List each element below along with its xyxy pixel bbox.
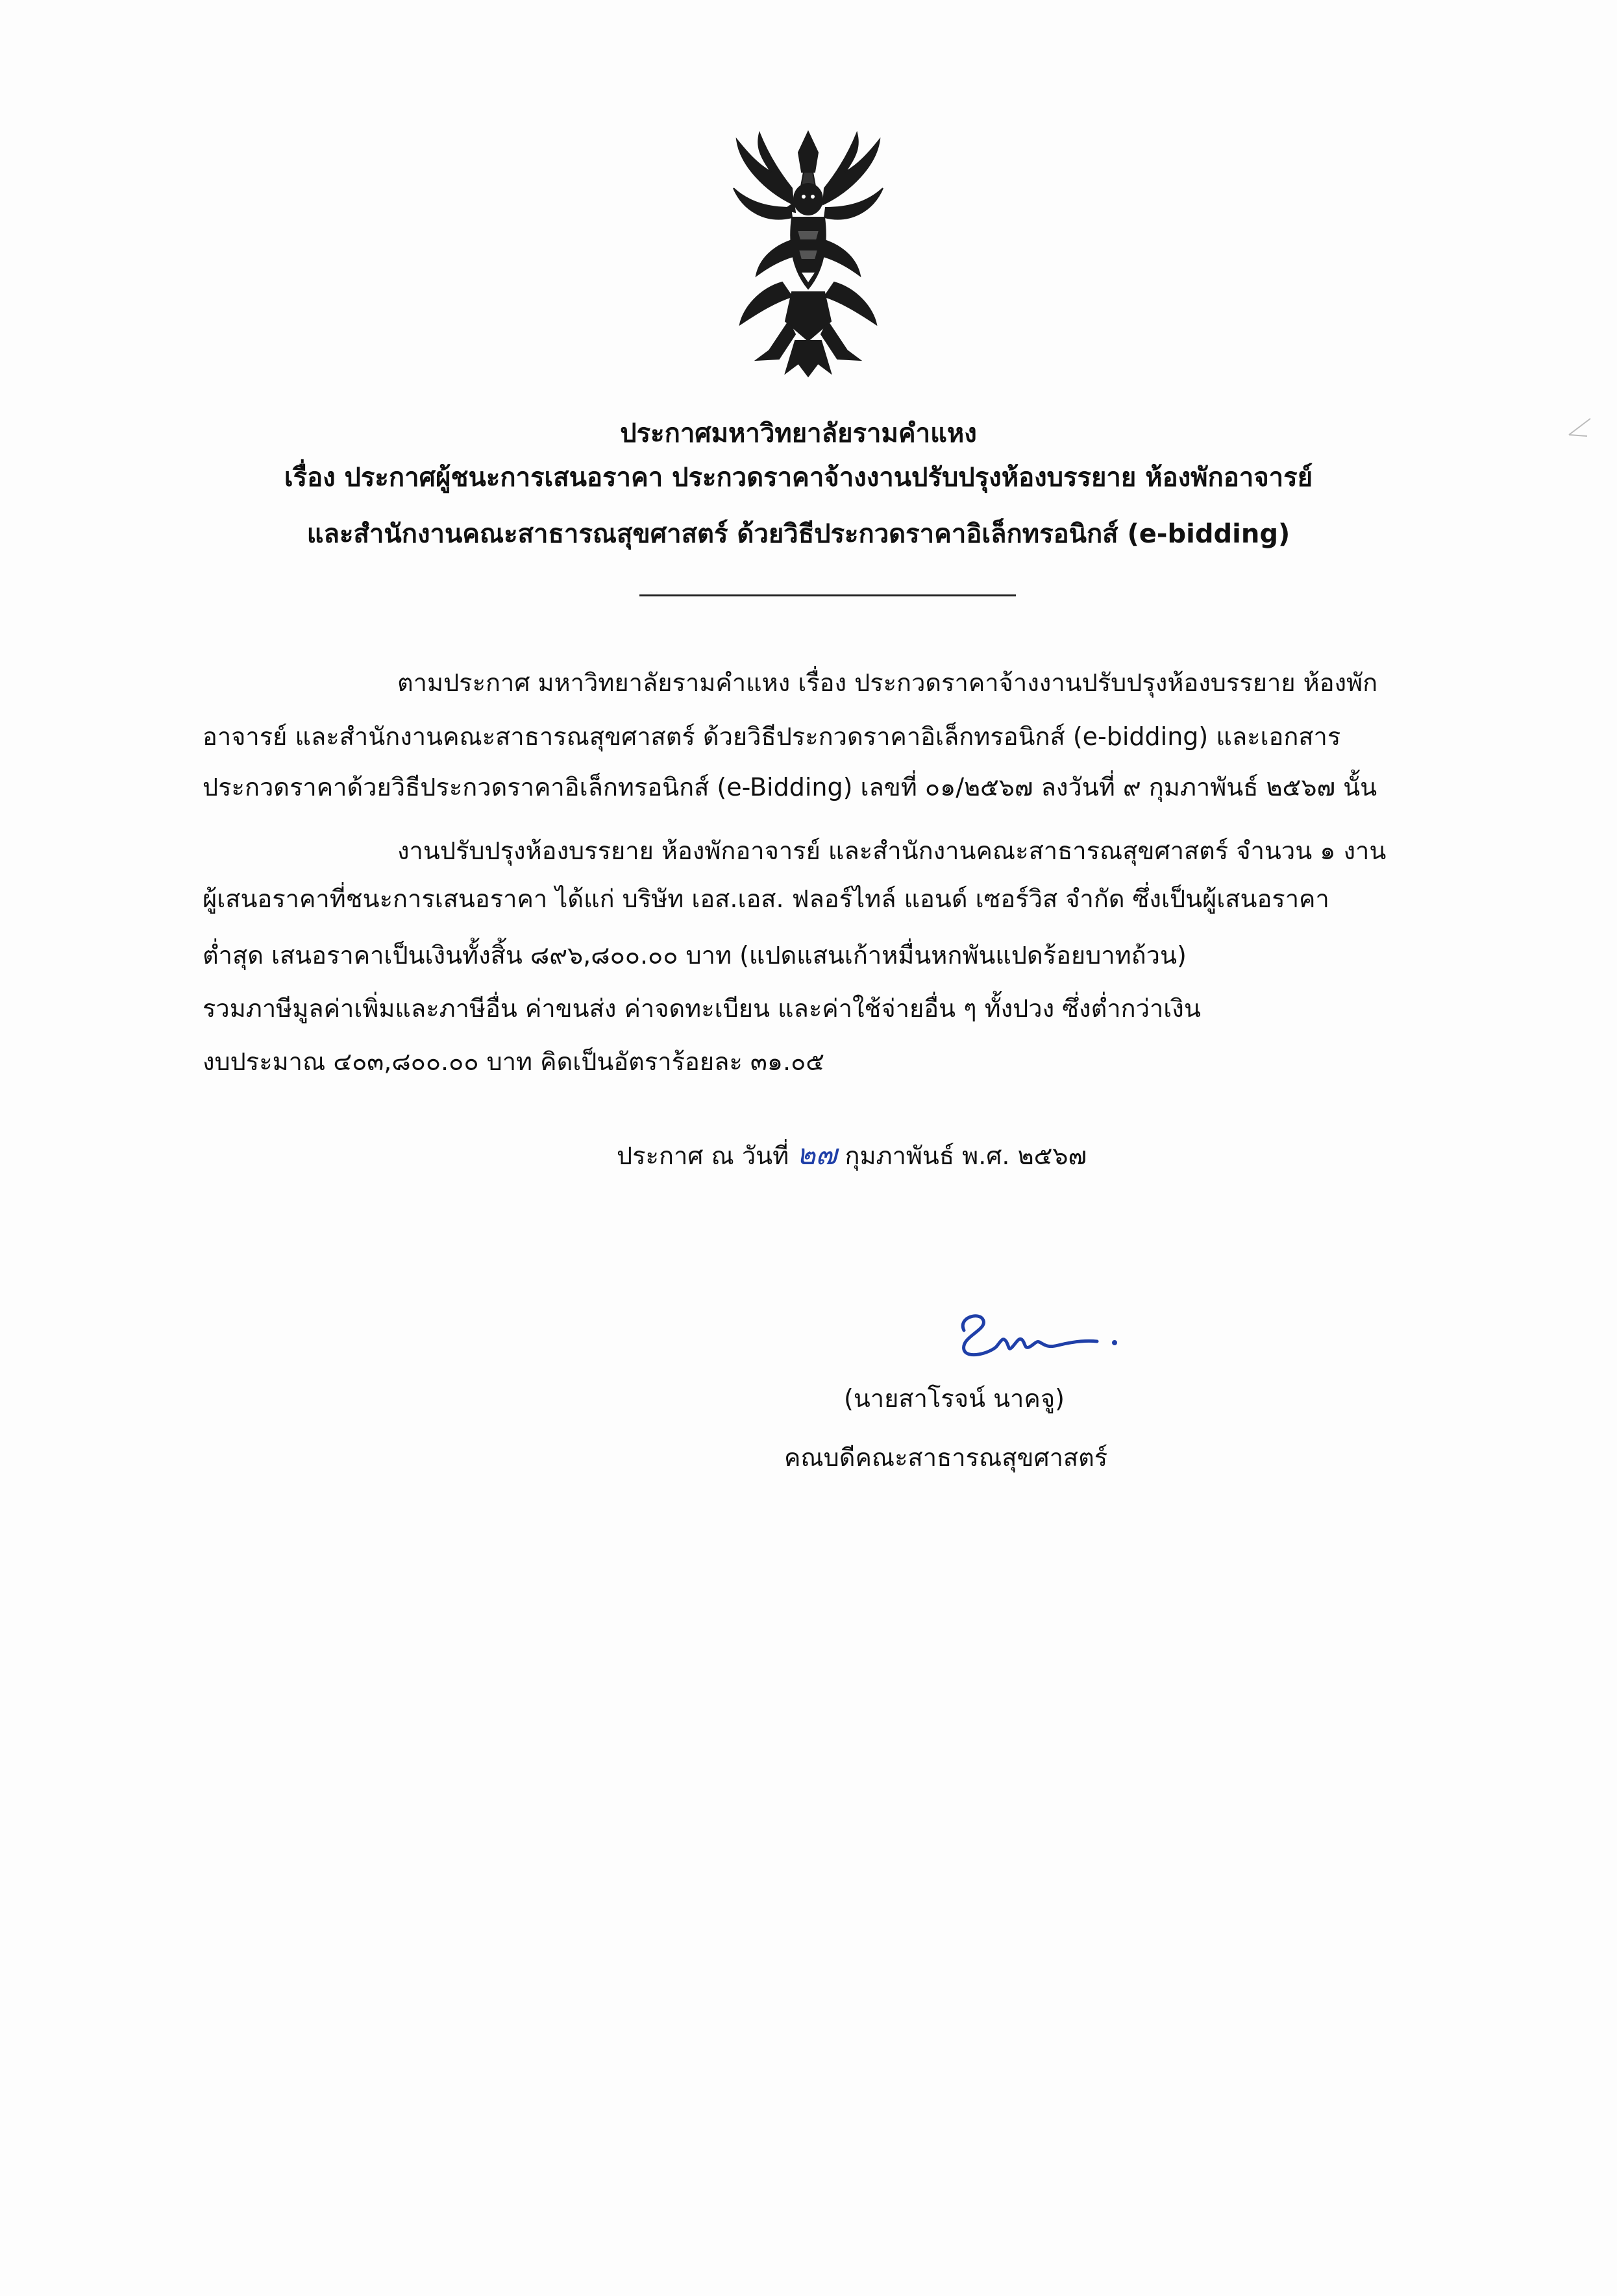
margin-pencil-mark: [1568, 415, 1594, 441]
announcement-date-suffix: กุมภาพันธ์ พ.ศ. ๒๕๖๗: [837, 1142, 1087, 1170]
announcement-date: [617, 1138, 1087, 1173]
signer-name: (นายสาโรจน์ นาคจู): [844, 1384, 1065, 1413]
heading-divider: [639, 594, 1016, 596]
paragraph-result-line: ผู้เสนอราคาที่ชนะการเสนอราคา ได้แก่ บริษัท เอส.เอส. ฟลอร์ไทล์ แอนด์ เซอร์วิส จำกัด ซึ่งเป็นผู้เสนอราคา: [203, 885, 1329, 913]
announcement-date-prefix: ประกาศ ณ วันที่: [617, 1142, 797, 1170]
paragraph-reference-line: ประกวดราคาด้วยวิธีประกวดราคาอิเล็กทรอนิกส์ (e-Bidding) เลขที่ ๐๑/๒๕๖๗ ลงวันที่ ๙ กุมภาพันธ์ ๒๕๖๗ นั้น: [203, 773, 1377, 801]
paragraph-reference-line: ตามประกาศ มหาวิทยาลัยรามคำแหง เรื่อง ประกวดราคาจ้างงานปรับปรุงห้องบรรยาย ห้องพัก: [397, 668, 1378, 697]
subject-line: เรื่อง ประกาศผู้ชนะการเสนอราคา ประกวดราคาจ้างงานปรับปรุงห้องบรรยาย ห้องพักอาจารย์: [284, 463, 1313, 493]
handwritten-day: ๒๗: [796, 1138, 837, 1171]
paragraph-result-line: รวมภาษีมูลค่าเพิ่มและภาษีอื่น ค่าขนส่ง ค่าจดทะเบียน และค่าใช้จ่ายอื่น ๆ ทั้งปวง ซึ่งต่ำกว่าเงิน: [203, 994, 1201, 1023]
subject-line-continued: และสำนักงานคณะสาธารณสุขศาสตร์ ด้วยวิธีประกวดราคาอิเล็กทรอนิกส์ (e-bidding): [306, 519, 1290, 549]
announcement-heading: ประกาศมหาวิทยาลัยรามคำแหง: [620, 419, 977, 448]
signature: [944, 1301, 1139, 1379]
signer-title: คณบดีคณะสาธารณสุขศาสตร์: [784, 1443, 1108, 1472]
paragraph-reference-line: อาจารย์ และสำนักงานคณะสาธารณสุขศาสตร์ ด้วยวิธีประกวดราคาอิเล็กทรอนิกส์ (e-bidding) และเอกสาร: [203, 722, 1341, 751]
garuda-emblem-icon: [721, 127, 896, 380]
paragraph-result-line: งานปรับปรุงห้องบรรยาย ห้องพักอาจารย์ และสำนักงานคณะสาธารณสุขศาสตร์ จำนวน ๑ งาน: [397, 837, 1387, 865]
paragraph-result-line: งบประมาณ ๔๐๓,๘๐๐.๐๐ บาท คิดเป็นอัตราร้อยละ ๓๑.๐๕: [203, 1047, 825, 1076]
paragraph-result-line: ต่ำสุด เสนอราคาเป็นเงินทั้งสิ้น ๘๙๖,๘๐๐.๐๐ บาท (แปดแสนเก้าหมื่นหกพันแปดร้อยบาทถ้วน): [203, 941, 1187, 970]
